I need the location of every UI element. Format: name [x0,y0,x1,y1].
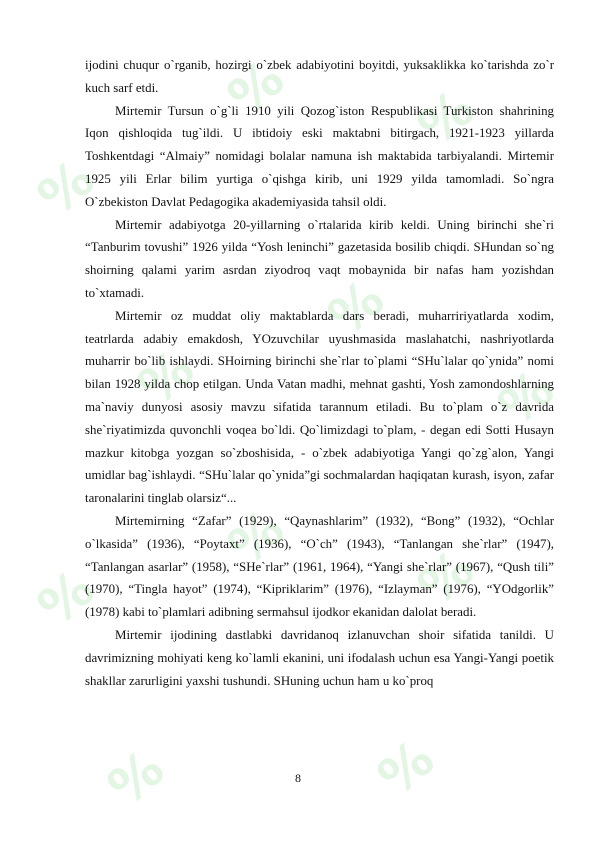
body-text [85,54,554,692]
paragraph-collections: Mirtemirning “Zafar” (1929), “Qaynashlarim” (1932), “Bong” (1932), “Ochlar o`lkasida” (1936), “Poytaxt” (1936), “O`ch” (1943), “Tanlangan she`rlar” (1947), “Tanlangan asarlar” (1958), “SHe`rlar” (1961, 1964), “Yangi she`rlar” (1967), “Qush tili” (1970), “Tingla hayot” (1974), “Kipriklarim” (1976), “Izlayman” (1976), “YOdgorlik” (1978) kabi to`plamlari adibning sermahsul ijodkor ekanidan dalolat beradi. [85,513,554,620]
watermark-glyph: % [27,148,106,229]
watermark-glyph: % [317,268,396,349]
page-number: 8 [295,771,301,785]
watermark-glyph: % [217,48,296,129]
paragraph-continuation: ijodini chuqur o`rganib, hozirgi o`zbek adabiyotini boyitdi, yuksaklikka ko`tarishda zo`r kuch sarf etdi. [85,58,554,95]
paragraph-career: Mirtemir oz muddat oliy maktablarda dars beradi, muharririyatlarda xodim, teatrlarda adabiy emakdosh, YOzuvchilar uyushmasida maslahatchi, nashriyotlarda muharrir bo`lib ishlaydi. SHoirning birinchi she`rlar to`plami “SHu`lalar qo`ynida” nomi bilan 1928 yilda chop etilgan. Unda Vatan madhi, mehnat gashti, Yosh zamondoshlarning ma`naviy dunyosi asosiy mavzu sifatida tarannum etiladi. Bu to`plam o`z davrida she`riyatimizda quvonchli voqea bo`ldi. Qo`limizdagi to`plam, - degan edi Sotti Husayn mazkur kitobga yozgan so`zboshisida, - o`zbek adabiyotiga Yangi qo`zg`alon, Yangi umidlar bag`ishlaydi. “SHu`lalar qo`ynida”gi sochmalardan haqiqatan kurash, isyon, zafar taronalarini tinglab olarsiz“... [85,308,554,506]
watermark-glyph: % [487,358,566,439]
watermark-glyph: % [97,738,176,819]
watermark-glyph: % [407,538,486,619]
watermark-glyph: % [367,728,446,809]
watermark-glyph: % [217,498,296,579]
watermark-glyph: % [127,338,206,419]
watermark-glyph: % [27,558,106,639]
paragraph-biography: Mirtemir Tursun o`g`li 1910 yili Qozog`iston Respublikasi Turkiston shahrining Iqon qishloqida tug`ildi. U ibtidoiy eski maktabni bitirgach, 1921-1923 yillarda Toshkentdagi “Almaiy” nomidagi bolalar namuna ish maktabida tarbiyalandi. Mirtemir 1925 yili Erlar bilim yurtiga o`qishga kirib, uni 1929 yilda tamomladi. So`ngra O`zbekiston Davlat Pedagogika akademiyasida tahsil oldi. [85,103,554,209]
paragraph-literary-debut: Mirtemir adabiyotga 20-yillarning o`rtalarida kirib keldi. Uning birinchi she`ri “Tanburim tovushi” 1926 yilda “Yosh leninchi” gazetasida bosilib chiqdi. SHundan so`ng shoirning qalami yarim asrdan ziyodroq vaqt mobaynida bir nafas ham yozishdan to`xtamadi. [85,217,554,300]
watermark-glyph: % [407,78,486,159]
paragraph-early-work: Mirtemir ijodining dastlabki davridanoq izlanuvchan shoir sifatida tanildi. U davrimizning mohiyati keng ko`lamli ekanini, uni ifodalash uchun esa Yangi-Yangi poetik shakllar zarurligini yaxshi tushundi. SHuning uchun ham u ko`proq [85,627,554,688]
